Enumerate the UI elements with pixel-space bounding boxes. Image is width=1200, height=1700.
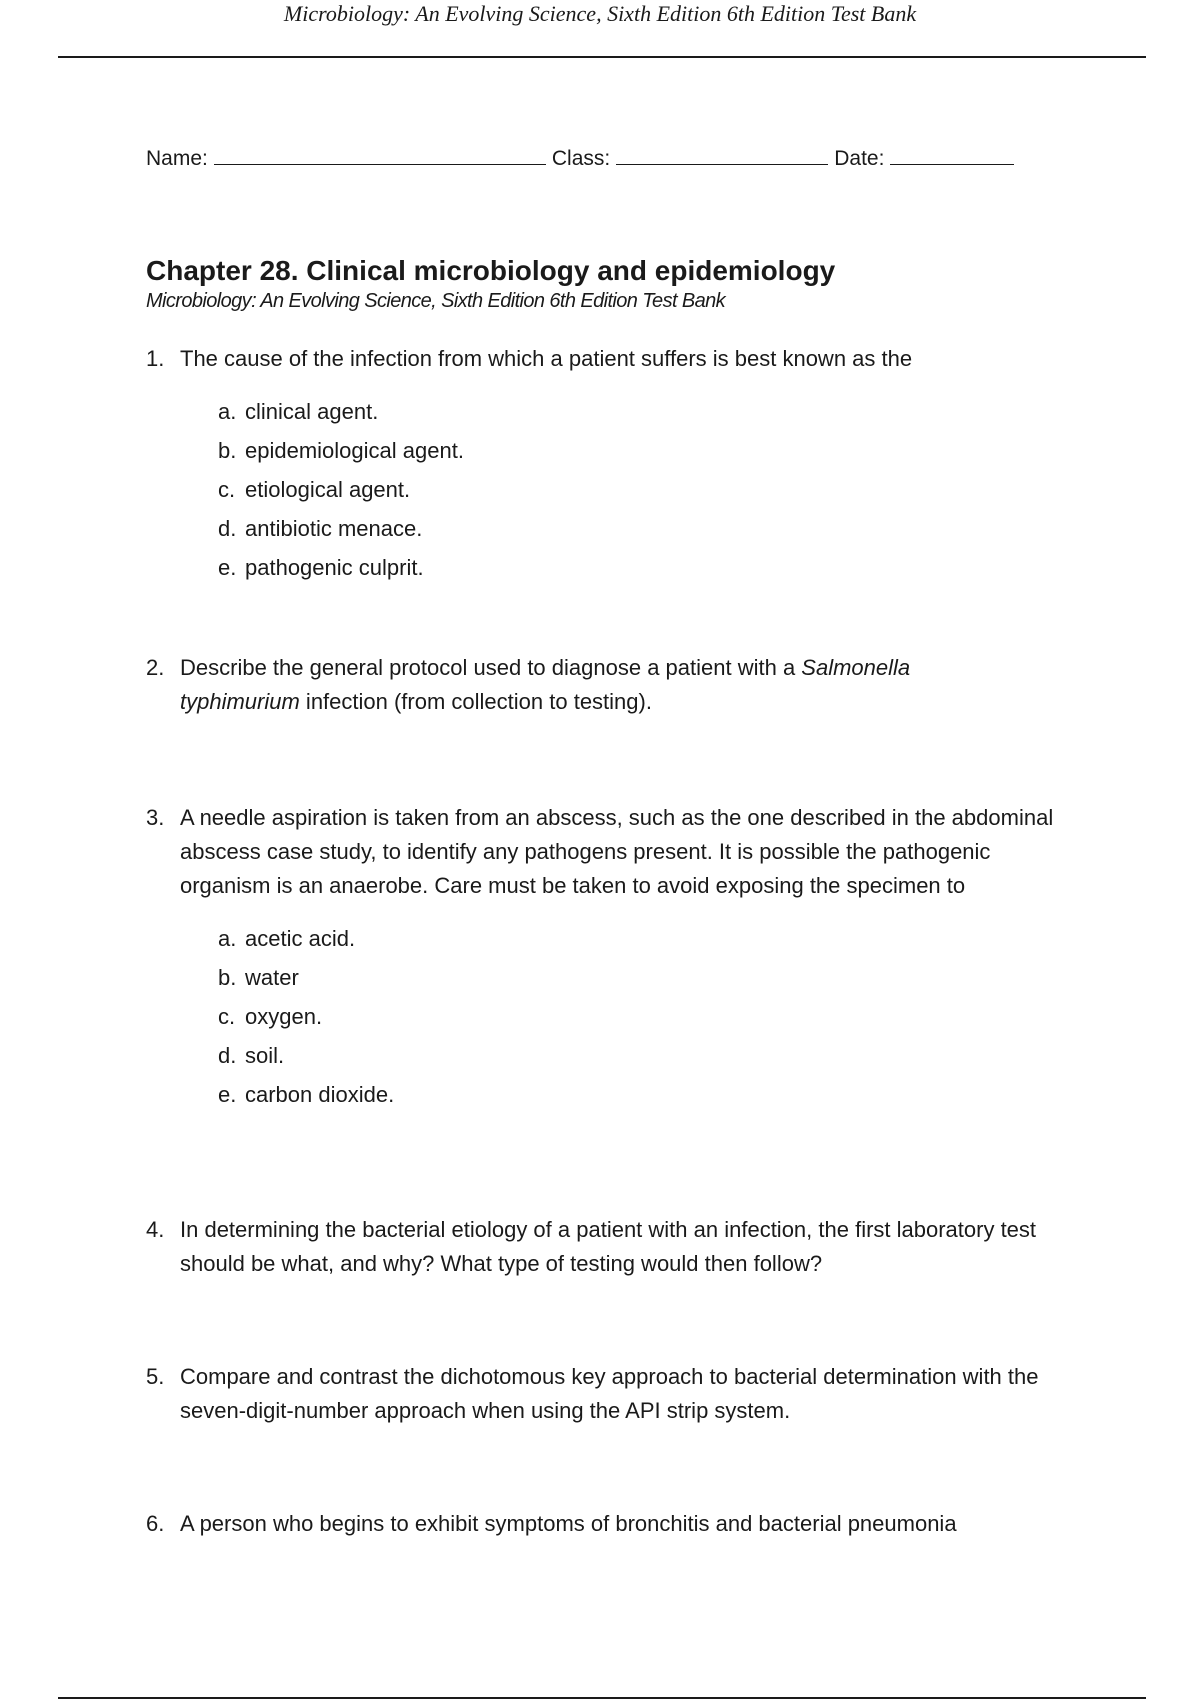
option-text: soil. [245,1043,285,1068]
question-text: In determining the bacterial etiology of a patient with an infection, the first laboratory test should be what, and why? What type of testing would then follow? [180,1217,1037,1276]
name-label: Name: [146,147,208,170]
header-divider [58,56,1146,58]
question-3 [146,801,1056,1114]
option-text: etiological agent. [245,477,411,502]
question-2 [146,651,1006,719]
answer-option [218,1075,1056,1114]
question-text: The cause of the infection from which a patient suffers is best known as the [180,346,913,371]
answer-option [218,1036,1056,1075]
option-text: pathogenic culprit. [245,555,424,580]
date-label: Date: [834,147,885,170]
option-letter: e. [218,555,237,580]
question-text: A person who begins to exhibit symptoms of bronchitis and bacterial pneumonia [180,1511,957,1536]
answer-options [218,919,1056,1114]
answer-option [218,958,1056,997]
option-letter: e. [218,1082,237,1107]
question-number: 5. [146,1364,165,1389]
class-blank [616,144,828,165]
question-text-part: Describe the general protocol used to diagnose a patient with a [180,655,802,680]
class-label: Class: [551,147,611,170]
option-text: antibiotic menace. [245,516,423,541]
option-text: epidemiological agent. [245,438,464,463]
option-letter: c. [218,1004,236,1029]
question-text: A needle aspiration is taken from an abscess, such as the one described in the abdominal abscess case study, to identify any pathogens present. It is possible the pathogenic organism is an anaerobe. Care must be taken to avoid exposing the specimen to [180,805,1054,898]
answer-option [218,997,1056,1036]
question-text [180,651,1006,719]
answer-option [218,509,1066,548]
footer-divider [58,1697,1146,1699]
question-1 [146,342,1066,587]
option-letter: d. [218,1043,237,1068]
answer-option [218,431,1066,470]
question-6 [146,1507,1066,1541]
question-number: 3. [146,805,165,830]
option-text: clinical agent. [245,399,379,424]
option-letter: a. [218,926,237,951]
question-number: 6. [146,1511,165,1536]
date-blank [890,144,1014,165]
option-text: acetic acid. [245,926,356,951]
question-text-part: infection (from collection to testing). [299,689,652,714]
student-info-line [146,144,1020,173]
organism-name: Salmonella typhimurium [180,655,911,714]
question-number: 2. [146,655,165,680]
question-4 [146,1213,1066,1281]
chapter-title: Chapter 28. Clinical microbiology and epidemiology [146,255,836,286]
option-text: water [245,965,299,990]
option-letter: b. [218,438,237,463]
option-letter: c. [218,477,236,502]
option-text: carbon dioxide. [245,1082,395,1107]
option-letter: b. [218,965,237,990]
question-number: 4. [146,1217,165,1242]
running-header: Microbiology: An Evolving Science, Sixth Edition 6th Edition Test Bank [283,1,917,26]
answer-options [218,392,1066,587]
chapter-subtitle: Microbiology: An Evolving Science, Sixth Edition 6th Edition Test Bank [146,290,726,312]
option-letter: a. [218,399,237,424]
name-blank [214,144,546,165]
answer-option [218,919,1056,958]
answer-option [218,470,1066,509]
option-letter: d. [218,516,237,541]
answer-option [218,548,1066,587]
question-number: 1. [146,346,165,371]
answer-option [218,392,1066,431]
option-text: oxygen. [245,1004,323,1029]
question-5 [146,1360,1066,1428]
question-text: Compare and contrast the dichotomous key approach to bacterial determination with the seven-digit-number approach when using the API strip system. [180,1364,1039,1423]
